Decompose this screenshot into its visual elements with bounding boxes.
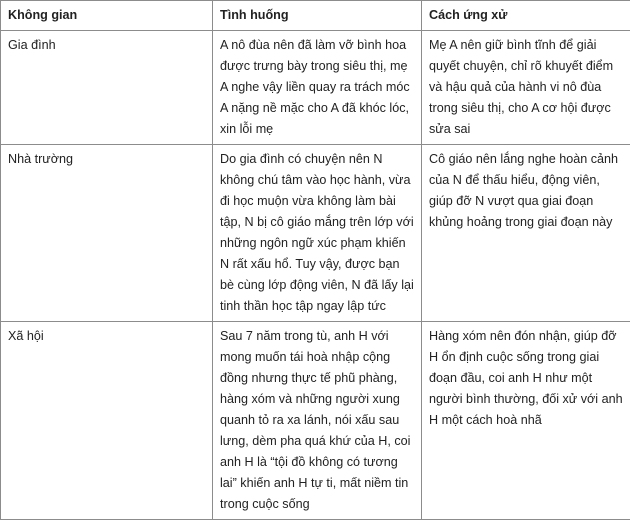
header-situation: Tình huống — [213, 1, 422, 31]
table-row — [1, 322, 630, 520]
table-row — [1, 31, 630, 145]
header-row — [1, 1, 630, 31]
cell-situation: A nô đùa nên đã làm vỡ bình hoa được trưng bày trong siêu thị, mẹ A nghe vậy liền quay ra trách móc A nặng nề mặc cho A đã khóc lóc, xin lỗi mẹ — [213, 31, 422, 145]
header-space: Không gian — [1, 1, 213, 31]
cell-space: Gia đình — [1, 31, 213, 145]
table-row — [1, 145, 630, 322]
cell-space: Nhà trường — [1, 145, 213, 322]
header-behavior: Cách ứng xử — [422, 1, 630, 31]
cell-situation: Do gia đình có chuyện nên N không chú tâm vào học hành, vừa đi học muộn vừa không làm bài tập, N bị cô giáo mắng trên lớp với những ngôn ngữ xúc phạm khiến N rất xấu hổ. Tuy vậy, được bạn bè cùng lớp động viên, N đã lấy lại tinh thần học tập ngay lập tức — [213, 145, 422, 322]
cell-behavior: Cô giáo nên lắng nghe hoàn cảnh của N để thấu hiểu, động viên, giúp đỡ N vượt qua giai đoạn khủng hoảng trong giai đoạn này — [422, 145, 630, 322]
cell-behavior: Mẹ A nên giữ bình tĩnh để giải quyết chuyện, chỉ rõ khuyết điểm và hậu quả của hành vi nô đùa trong siêu thị, cho A cơ hội được sửa sai — [422, 31, 630, 145]
cell-behavior: Hàng xóm nên đón nhận, giúp đỡ H ổn định cuộc sống trong giai đoạn đầu, coi anh H như một người bình thường, đối xử với anh H một cách hoà nhã — [422, 322, 630, 520]
cell-situation: Sau 7 năm trong tù, anh H với mong muốn tái hoà nhập cộng đồng nhưng thực tế phũ phàng, hàng xóm và những người xung quanh tỏ ra xa lánh, nói xấu sau lưng, dèm pha quá khứ của H, coi anh H là “tội đồ không có tương lai” khiến anh H tự ti, mất niềm tin trong cuộc sống — [213, 322, 422, 520]
cell-space: Xã hội — [1, 322, 213, 520]
